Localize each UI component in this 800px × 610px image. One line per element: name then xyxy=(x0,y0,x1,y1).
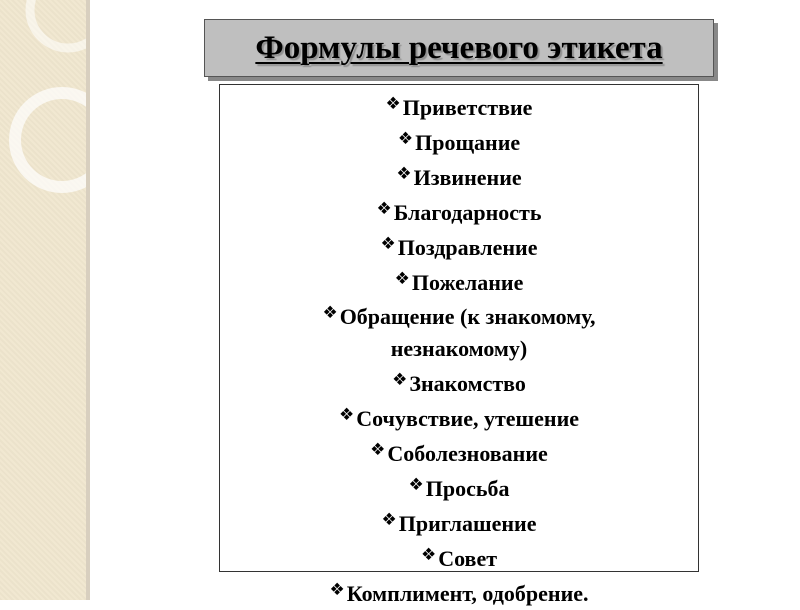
diamond-bullet-icon: ❖ xyxy=(385,94,401,114)
list-item xyxy=(220,470,698,505)
list-item-text: Пожелание xyxy=(411,269,524,295)
list-item-text: Обращение (к знакомому, xyxy=(339,304,596,330)
list-item xyxy=(220,89,698,124)
diamond-bullet-icon: ❖ xyxy=(380,233,396,254)
side-panel-border xyxy=(86,0,90,600)
list-item-text: Приветствие xyxy=(402,95,533,120)
slide-title: Формулы речевого этикета xyxy=(255,29,663,66)
diamond-bullet-icon: ❖ xyxy=(397,128,414,149)
list-item-text: Прощание xyxy=(415,129,521,155)
list-item xyxy=(220,194,698,229)
list-item-text: Извинение xyxy=(413,164,522,190)
list-item-text: Просьба xyxy=(425,475,510,501)
list-item xyxy=(220,505,698,540)
list-item-text: Комплимент, одобрение. xyxy=(346,580,589,606)
diamond-bullet-icon: ❖ xyxy=(394,268,410,289)
list-item-text: Знакомство xyxy=(409,371,526,397)
decorative-side-panel xyxy=(0,0,86,600)
list-item xyxy=(220,435,698,470)
diamond-bullet-icon: ❖ xyxy=(329,579,345,600)
list-item xyxy=(220,540,698,575)
diamond-bullet-icon: ❖ xyxy=(420,544,437,565)
diamond-bullet-icon: ❖ xyxy=(376,198,392,219)
list-item-text: Совет xyxy=(438,545,498,571)
diamond-bullet-icon: ❖ xyxy=(392,370,408,391)
list-item xyxy=(220,400,698,435)
diamond-bullet-icon: ❖ xyxy=(338,405,355,426)
decorative-circles xyxy=(0,0,86,600)
diamond-bullet-icon: ❖ xyxy=(408,474,424,495)
etiquette-list-box xyxy=(219,84,699,606)
list-item-text: незнакомому) xyxy=(390,336,528,362)
list-item xyxy=(220,575,698,610)
list-item-text: Сочувствие, утешение xyxy=(356,406,580,432)
diamond-bullet-icon: ❖ xyxy=(396,163,412,184)
list-item-text: Приглашение xyxy=(398,510,537,536)
diamond-bullet-icon: ❖ xyxy=(322,303,338,324)
list-item xyxy=(220,264,698,299)
list-item-text: Соболезнование xyxy=(387,441,548,467)
list-item xyxy=(220,229,698,264)
diamond-bullet-icon: ❖ xyxy=(381,509,397,530)
slide-title-box xyxy=(204,19,714,77)
list-item xyxy=(220,298,698,333)
list-item xyxy=(220,159,698,194)
list-item xyxy=(220,365,698,400)
list-item xyxy=(220,124,698,159)
list-item-text: Благодарность xyxy=(393,199,542,225)
list-item-text: Поздравление xyxy=(397,234,538,260)
list-item-continuation xyxy=(220,333,698,365)
diamond-bullet-icon: ❖ xyxy=(370,440,386,461)
etiquette-list xyxy=(220,85,698,610)
